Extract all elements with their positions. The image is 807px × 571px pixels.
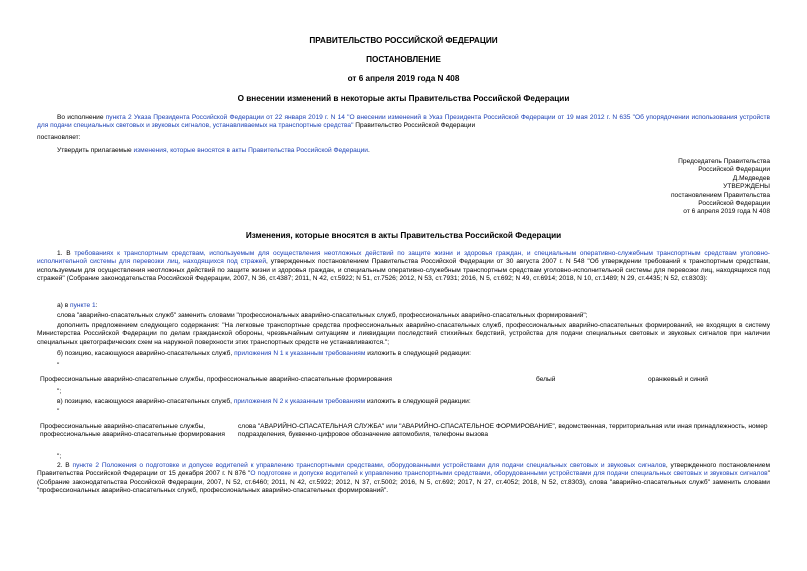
approval-date: от 6 апреля 2019 года N 408 xyxy=(683,208,770,216)
preamble-resolve: постановляет: xyxy=(37,134,81,141)
appendix1-link[interactable]: приложения N 1 к указанным требованиям xyxy=(234,350,366,357)
decree-link[interactable]: пункта 2 Указа Президента Российской Федерации от 22 января 2019 г. N 14 "О внесении изменений в Указ Президента Российской Федерации от 19 мая 2012 г. N 635 "Об упорядочении использования устройств для подачи специальных световых и звуковых сигналов, устанавливаемых на транспортные средства" xyxy=(37,114,770,130)
changes-title: Изменения, которые вносятся в акты Правительства Российской Федерации xyxy=(245,231,562,240)
quote-open: " xyxy=(57,362,60,369)
signature-line: Российской Федерации xyxy=(698,166,770,174)
item1-sources: (Собрание законодательства Российской Федерации, 2007, N 36, ст.4387; 2011, N 42, ст.5922; N 51, ст.7526; 2012, N 53, ст.7931; 2016, N 5, ст.692; N 49, ст.6914; 2018, N 10, ст.1489; N 29, ст.4435; N 52, ст.8303): xyxy=(64,275,708,283)
requirements-link[interactable]: требованиях к транспортным средствам, используемым для осуществления неотложных действий по защите жизни и здоровья граждан, и специальным оперативно-служебным транспортным средствам уголовно-исполнительной системы для перевозки лиц, находящихся под стражей xyxy=(37,250,771,266)
item1-a-words: слова "аварийно-спасательных служб" заменить словами "профессиональных аварийно-спасательных служб, профессиональных аварийно-спасательных формирований"; xyxy=(57,312,588,319)
item1-a-colon: : xyxy=(95,302,98,309)
item1-c xyxy=(57,398,471,406)
item1-c-text-end: изложить в следующей редакции: xyxy=(365,398,471,405)
preamble-text: Во исполнение xyxy=(57,114,106,121)
item1-a-add: дополнить предложением следующего содержания: "На легковые транспортные средства профессиональных аварийно-спасательных служб, профессиональных аварийно-спасательных формирований, не входящих в систему Министерства Российской Федерации по делам гражданской обороны, чрезвычайным ситуациям и ликвидации последствий стихийных бедствий, устройства для подачи специальных световых и звуковых сигналов при наличии специальных цветографических схем на наружной поверхности этих транспортных средств не устанавливаются."; xyxy=(37,322,770,346)
changes-link[interactable]: изменения, которые вносятся в акты Правительства Российской Федерации xyxy=(133,147,368,154)
quote-close: "; xyxy=(57,388,62,395)
item1-b xyxy=(57,350,471,358)
date-number-heading: от 6 апреля 2019 года N 408 xyxy=(347,74,460,83)
item2-number: 2. В xyxy=(57,462,73,469)
table2-cell-2: слова "АВАРИЙНО-СПАСАТЕЛЬНАЯ СЛУЖБА" или "АВАРИЙНО-СПАСАТЕЛЬНОЕ ФОРМИРОВАНИЕ", ведомственная, территориальная или иная принадлежность, номер подразделения, буквенно-цифровое обозначение автомобиля, телефоны вызова xyxy=(238,423,768,439)
table2-cell-1: Профессиональные аварийно-спасательные службы, профессиональные аварийно-спасательные формирования xyxy=(40,423,225,439)
quote-close-2: "; xyxy=(57,453,62,460)
regulation-link[interactable]: пункте 2 Положения о подготовке и допуске водителей к управлению транспортными средствами, оборудованными устройствами для подачи специальных световых и звуковых сигналов xyxy=(72,462,666,469)
table1-cell-3: оранжевый и синий xyxy=(648,376,708,383)
quote-open-2: " xyxy=(57,408,60,415)
doc-type-heading: ПОСТАНОВЛЕНИЕ xyxy=(366,55,441,64)
table1-cell-1: Профессиональные аварийно-спасательные службы, профессиональные аварийно-спасательные формирования xyxy=(40,376,392,383)
point1-link[interactable]: пункте 1 xyxy=(70,302,96,309)
appendix2-link[interactable]: приложения N 2 к указанным требованиям xyxy=(233,398,366,405)
approval-line: Российской Федерации xyxy=(698,200,770,208)
preamble-text-2: Правительство Российской Федерации xyxy=(353,122,476,130)
item1-paragraph xyxy=(37,250,770,284)
approve-text-end: . xyxy=(367,147,370,154)
approve-paragraph xyxy=(37,147,770,155)
preamble xyxy=(37,114,770,131)
item1-c-text: в) позицию, касающуюся аварийно-спасательных служб, xyxy=(57,398,234,405)
item1-b-text-end: изложить в следующей редакции: xyxy=(365,350,471,357)
approve-text: Утвердить прилагаемые xyxy=(57,147,134,154)
government-heading: ПРАВИТЕЛЬСТВО РОССИЙСКОЙ ФЕДЕРАЦИИ xyxy=(309,36,498,45)
item1-b-text: б) позицию, касающуюся аварийно-спасательных служб, xyxy=(57,350,235,357)
approval-line: постановлением Правительства xyxy=(670,191,770,199)
signature-block xyxy=(671,158,770,217)
item1-a-text: а) в xyxy=(57,302,71,309)
signature-line: Председатель Правительства xyxy=(678,158,770,165)
item1-number: 1. В xyxy=(57,250,75,257)
item1-text: , утвержденных постановлением Правительства Российской Федерации от 30 августа 2007 г. N 548 "Об утверждении требований к транспортным средствам, используемым для осуществления неотложных действий по защите жизни и здоровья граждан, и специальным оперативно-служебным транспортным средствам уголовно-исполнительной системы для перевозки лиц, находящихся под стражей" xyxy=(37,258,770,283)
table1-cell-2: белый xyxy=(536,376,556,383)
item2-paragraph xyxy=(37,462,770,496)
approval-stamp: УТВЕРЖДЕНЫ xyxy=(723,183,770,191)
item1-a xyxy=(57,302,97,310)
document-title: О внесении изменений в некоторые акты Правительства Российской Федерации xyxy=(237,94,570,103)
item2-text-end: " (Собрание законодательства Российской Федерации, 2007, N 52, ст.6460; 2011, N 42, ст.5922; 2012, N 37, ст.5002; 2016, N 5, ст.692; 2017, N 27, ст.4052; 2018, N 52, ст.8303), слова "аварийно-спасательных служб" заменить словами "профессиональных аварийно-спасательных служб, профессиональных аварийно-спасательных формирований". xyxy=(37,470,770,495)
resolution-876-link[interactable]: О подготовке и допуске водителей к управлению транспортными средствами, оборудованными устройствами для подачи специальных световых и звуковых сигналов xyxy=(250,470,768,478)
signatory-name: Д.Медведев xyxy=(732,174,770,182)
item2-text: , утвержденного постановлением Правительства Российской Федерации от 15 декабря 2007 г. N 876 " xyxy=(37,462,770,478)
